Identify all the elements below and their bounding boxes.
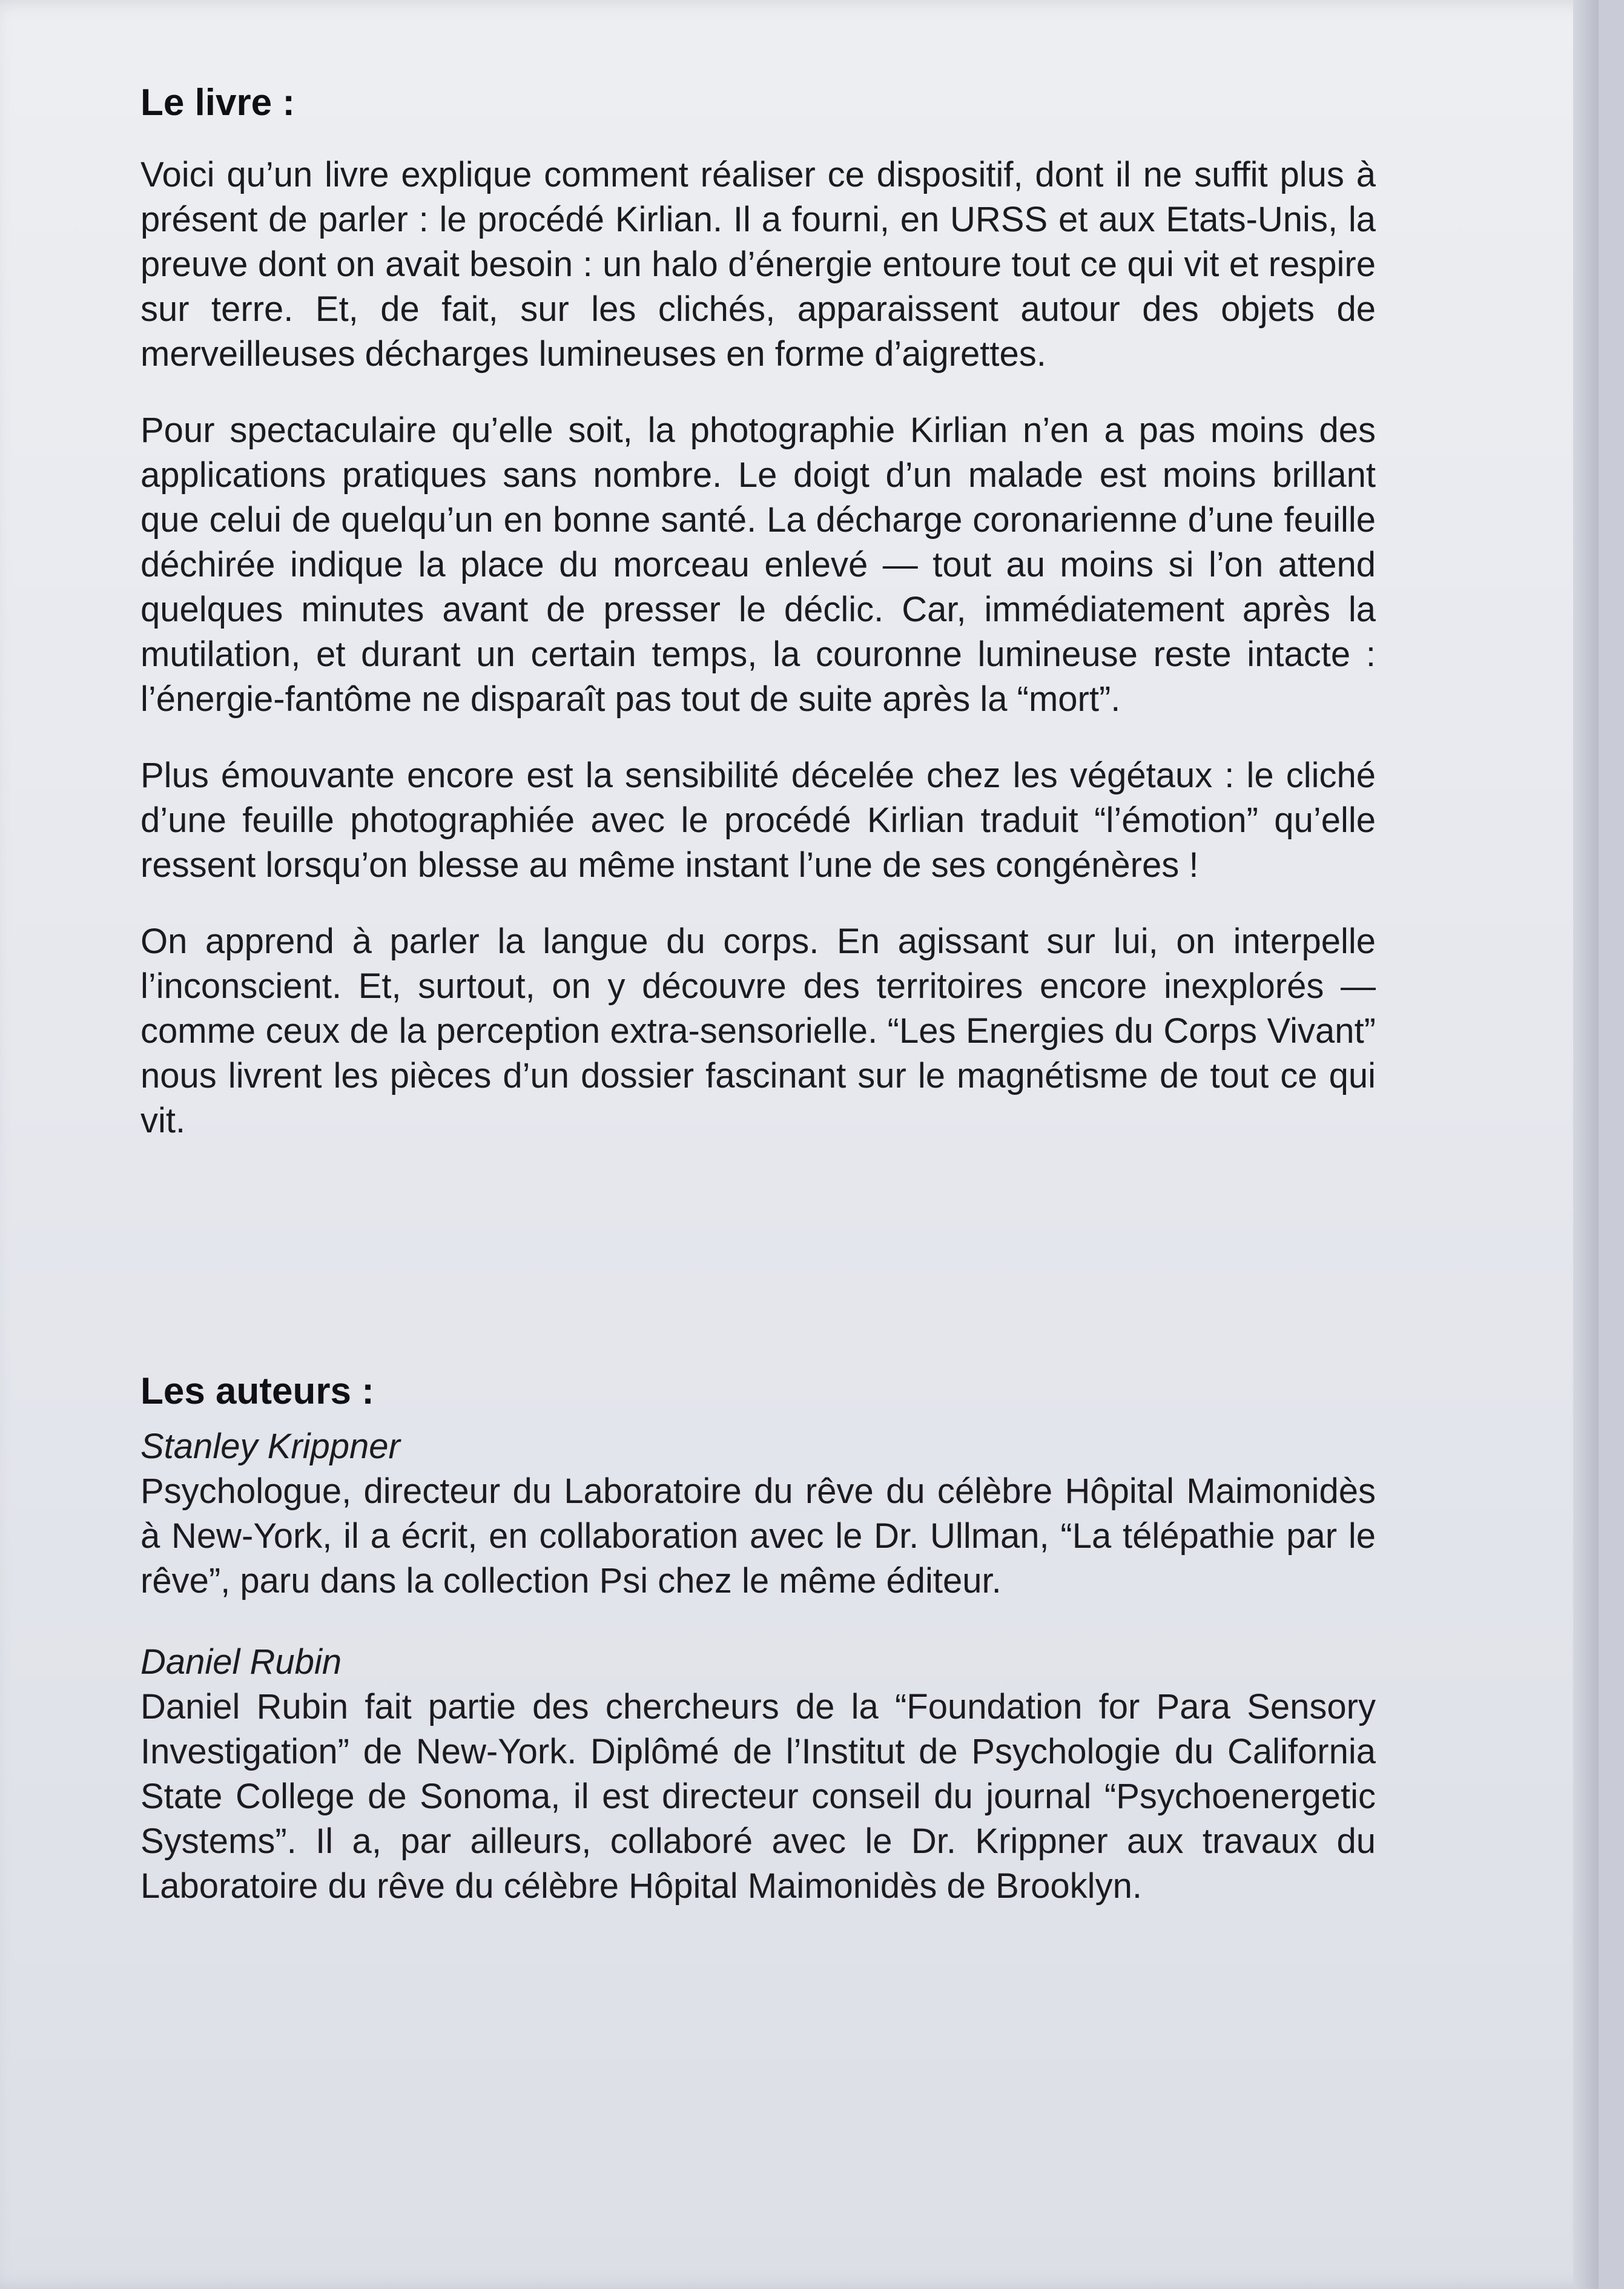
livre-paragraph-4: On apprend à parler la langue du corps. En agissant sur lui, on interpelle l’inconscient. Et, surtout, on y découvre des territoires encore inexplorés — comme ceux de la perception extra-sensorielle. “Les Energies du Corps Vivant” nous livrent les pièces d’un dossier fascinant sur le magnétisme de tout ce qui vit.: [140, 922, 1376, 1140]
author-name: Daniel Rubin: [140, 1642, 342, 1682]
section-le-livre: [140, 79, 1376, 1143]
livre-paragraph-2: Pour spectaculaire qu’elle soit, la photographie Kirlian n’en a pas moins des applications pratiques sans nombre. Le doigt d’un malade est moins brillant que celui de quelqu’un en bonne santé. La décharge coronarienne d’une feuille déchirée indique la place du morceau enlevé — tout au moins si l’on attend quelques minutes avant de presser le déclic. Car, immédiatement après la mutilation, et durant un certain temps, la couronne lumineuse reste intacte : l’énergie-fantôme ne disparaît pas tout de suite après la “mort”.: [140, 411, 1376, 719]
author-entry-krippner: [140, 1424, 1376, 1604]
livre-paragraph-1: Voici qu’un livre explique comment réaliser ce dispositif, dont il ne suffit plus à présent de parler : le procédé Kirlian. Il a fourni, en URSS et aux Etats-Unis, la preuve dont on avait besoin : un halo d’énergie entoure tout ce qui vit et respire sur terre. Et, de fait, sur les clichés, apparaissent autour des objets de merveilleuses décharges lumineuses en forme d’aigrettes.: [140, 155, 1376, 374]
livre-paragraph-3: Plus émouvante encore est la sensibilité décelée chez les végétaux : le cliché d’une feuille photographiée avec le procédé Kirlian traduit “l’émotion” qu’elle ressent lorsqu’on blesse au même instant l’une de ses congénères !: [140, 756, 1376, 885]
heading-les-auteurs: Les auteurs :: [140, 1370, 374, 1412]
heading-le-livre: Le livre :: [140, 82, 295, 124]
author-name: Stanley Krippner: [140, 1427, 400, 1466]
author-entry-rubin: [140, 1640, 1376, 1909]
page-edge-shadow: [1573, 0, 1599, 2289]
author-bio: Psychologue, directeur du Laboratoire du rêve du célèbre Hôpital Maimonidès à New-York, il a écrit, en collaboration avec le Dr. Ullman, “La télépathie par le rêve”, paru dans la collection Psi chez le même éditeur.: [140, 1472, 1376, 1600]
author-bio: Daniel Rubin fait partie des chercheurs de la “Foundation for Para Sensory Investigation” de New-York. Diplômé de l’Institut de Psychologie du California State College de Sonoma, il est directeur conseil du journal “Psychoenergetic Systems”. Il a, par ailleurs, collaboré avec le Dr. Krippner aux travaux du Laboratoire du rêve du célèbre Hôpital Maimonidès de Brooklyn.: [140, 1687, 1376, 1906]
section-les-auteurs: [140, 1367, 1376, 1909]
cover-text: [140, 79, 1376, 1945]
